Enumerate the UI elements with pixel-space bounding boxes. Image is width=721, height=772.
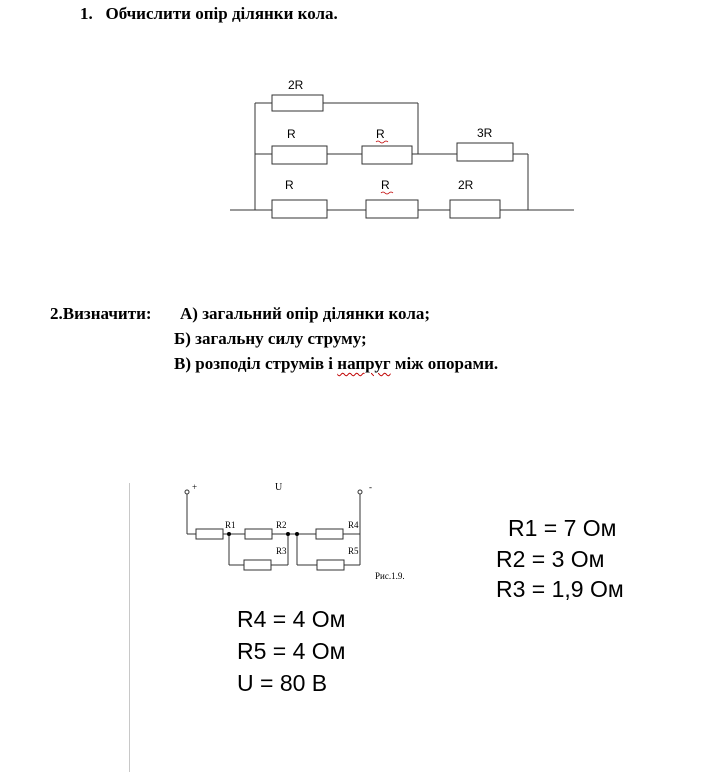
value-r5: R5 = 4 Ом xyxy=(237,638,346,664)
circuit-diagram-1 xyxy=(0,0,721,300)
task1-text: Обчислити опір ділянки кола. xyxy=(105,4,338,23)
label-r1: R1 xyxy=(225,520,236,530)
resistor-2r-bottom xyxy=(450,200,500,218)
label-3r: 3R xyxy=(477,126,493,140)
resistor-r5 xyxy=(317,560,344,570)
resistor-r-bottom-2 xyxy=(366,200,418,218)
voltage-label: U xyxy=(275,482,283,493)
task1-number: 1. xyxy=(80,4,93,23)
resistor-r-mid-2 xyxy=(362,146,412,164)
task2-item-b: Б) загальну силу струму; xyxy=(174,329,367,348)
task2-item-c: В) розподіл струмів і напруг між опорами. xyxy=(174,354,499,373)
underlined-word: напруг xyxy=(337,354,391,373)
resistor-3r xyxy=(457,143,513,161)
label-2r-top: 2R xyxy=(288,78,304,92)
resistor-r4 xyxy=(316,529,343,539)
value-u: U = 80 В xyxy=(237,670,328,696)
task2-item-a: А) загальний опір ділянки кола; xyxy=(180,304,431,323)
resistor-r3 xyxy=(244,560,271,570)
label-2r-bottom: 2R xyxy=(458,178,474,192)
label-r3: R3 xyxy=(276,546,287,556)
value-r4: R4 = 4 Ом xyxy=(237,606,346,632)
resistor-r2 xyxy=(245,529,272,539)
task2-lead: 2.Визначити: xyxy=(50,304,152,323)
label-r4: R4 xyxy=(348,520,359,530)
resistor-r-mid-1 xyxy=(272,146,327,164)
resistor-2r-top xyxy=(272,95,323,111)
label-r5: R5 xyxy=(348,546,359,556)
minus-terminal: - xyxy=(369,482,372,492)
label-r-mid-2: R xyxy=(376,127,385,141)
label-r2: R2 xyxy=(276,520,287,530)
label-r-bottom-1: R xyxy=(285,178,294,192)
plus-terminal: + xyxy=(192,482,198,492)
label-r-bottom-2: R xyxy=(381,178,390,192)
figure-caption: Рис.1.9. xyxy=(375,571,405,581)
value-r3: R3 = 1,9 Ом xyxy=(496,576,624,602)
value-r2: R2 = 3 Ом xyxy=(496,546,605,572)
label-r-mid-1: R xyxy=(287,127,296,141)
resistor-r1 xyxy=(196,529,223,539)
value-r1: R1 = 7 Ом xyxy=(508,515,617,541)
resistor-r-bottom-1 xyxy=(272,200,327,218)
